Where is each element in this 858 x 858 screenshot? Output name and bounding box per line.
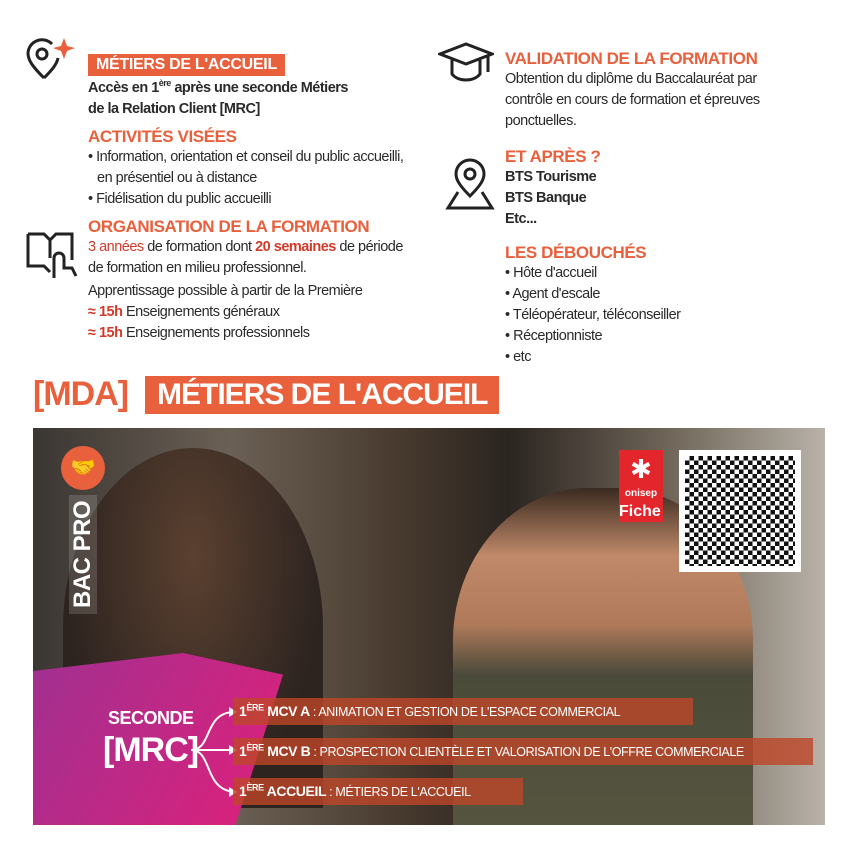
activities-title: ACTIVITÉS VISÉES — [88, 127, 237, 146]
years: 3 années — [88, 239, 144, 255]
hours-label: Enseignements généraux — [122, 304, 280, 320]
fiche-label[interactable]: Fiche — [619, 503, 661, 520]
after-item: BTS Banque — [505, 190, 587, 206]
t: 1 — [239, 783, 247, 799]
jobs-title: LES DÉBOUCHÉS — [505, 243, 647, 262]
validation-text: Obtention du diplôme du Baccalauréat par contrôle en cours de formation et épreuves ponctuelles. — [505, 71, 760, 129]
list-item: • Hôte d'accueil — [505, 263, 775, 284]
onisep-symbol-icon: ✱ — [630, 454, 652, 484]
t: ACCUEIL — [263, 783, 327, 799]
activities-list — [88, 147, 408, 210]
banner-title: MÉTIERS DE L'ACCUEIL — [145, 376, 499, 414]
t: ÈRE — [246, 702, 264, 713]
t: MCV B — [263, 743, 311, 759]
after-item: Etc... — [505, 211, 537, 227]
t: ÈRE — [246, 782, 264, 793]
path-mcv-a — [233, 698, 693, 725]
jobs-list — [505, 263, 775, 368]
t: : ANIMATION ET GESTION DE L'ESPACE COMMERCIAL — [309, 705, 621, 719]
organisation-title: ORGANISATION DE LA FORMATION — [88, 217, 370, 236]
qr-code[interactable] — [679, 450, 801, 572]
qr-pattern — [685, 456, 795, 566]
list-item: • Information, orientation et conseil du public accueilli, en présentiel ou à distance — [88, 147, 408, 189]
graduation-cap-icon — [438, 40, 494, 86]
access-part: après une seconde Métiers — [170, 80, 348, 96]
banner-code: [MDA] — [33, 375, 129, 413]
hours-general — [88, 302, 408, 323]
after-title: ET APRÈS ? — [505, 147, 601, 166]
access-part: Accès en 1 — [88, 80, 159, 96]
t: 1 — [239, 703, 247, 719]
hours: ≈ 15h — [88, 304, 123, 320]
handshake-icon: 🤝 — [61, 446, 105, 490]
list-item: • Réceptionniste — [505, 326, 775, 347]
t: ÈRE — [246, 742, 264, 753]
text: de période de formation en milieu professionnel. — [88, 239, 403, 276]
weeks: 20 semaines — [255, 239, 336, 255]
section-tag: MÉTIERS DE L'ACCUEIL — [88, 54, 285, 76]
list-item: • Téléopérateur, téléconseiller — [505, 305, 775, 326]
list-item: • etc — [505, 347, 775, 368]
t: 1 — [239, 743, 247, 759]
access-part: de la Relation Client [MRC] — [88, 101, 260, 117]
t: : PROSPECTION CLIENTÈLE ET VALORISATION DE L'OFFRE COMMERCIALE — [310, 745, 744, 759]
seconde-label: SECONDE — [108, 708, 194, 728]
location-sparkle-icon — [22, 34, 78, 84]
map-pin-icon — [444, 156, 496, 212]
path-mcv-b — [233, 738, 813, 765]
apprentissage-text: Apprentissage possible à partir de la Première — [88, 283, 363, 299]
access-text — [88, 78, 408, 120]
hours-label: Enseignements professionnels — [122, 325, 310, 341]
path-accueil — [233, 778, 523, 805]
t: MCV A — [263, 703, 310, 719]
after-item: BTS Tourisme — [505, 169, 597, 185]
mrc-label: [MRC] — [103, 731, 199, 769]
photo-panel — [33, 428, 825, 825]
right-column — [505, 48, 775, 368]
hours: ≈ 15h — [88, 325, 123, 341]
bac-pro-label: BAC PRO — [69, 495, 97, 614]
organisation-text — [88, 237, 408, 279]
validation-title: VALIDATION DE LA FORMATION — [505, 49, 758, 68]
onisep-label: onisep — [624, 488, 658, 499]
list-item: • Fidélisation du public accueilli — [88, 189, 408, 210]
text: de formation dont — [143, 239, 256, 255]
hours-professional — [88, 323, 408, 344]
t: : MÉTIERS DE L'ACCUEIL — [326, 785, 471, 799]
access-sup: ère — [158, 78, 171, 89]
book-icon — [24, 228, 80, 280]
left-column — [88, 54, 408, 344]
list-item: • Agent d'escale — [505, 284, 775, 305]
